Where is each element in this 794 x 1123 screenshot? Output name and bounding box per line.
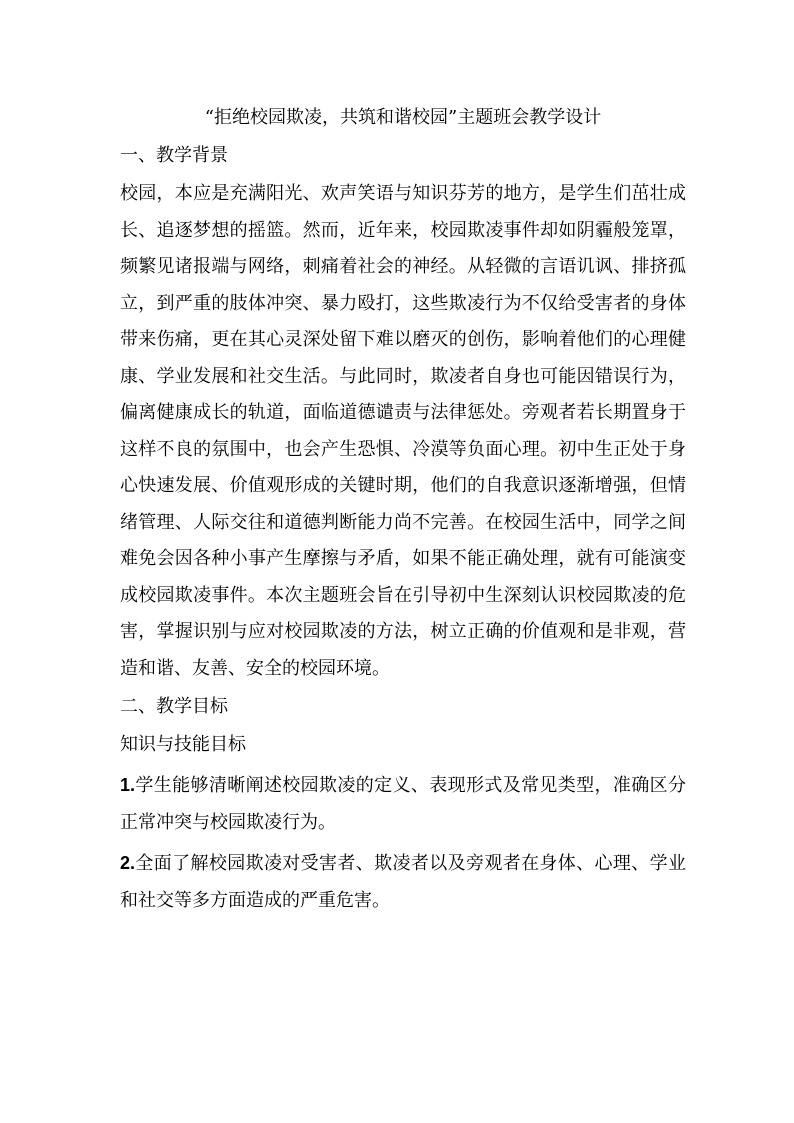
- document-body: [120, 100, 686, 919]
- document-title: “拒绝校园欺凌，共筑和谐校园”主题班会教学设计: [204, 107, 602, 128]
- objective-item-1: [120, 767, 686, 841]
- objective-item-number: 2.: [120, 853, 136, 873]
- objective-item-text: 全面了解校园欺凌对受害者、欺凌者以及旁观者在身体、心理、学业和社交等多方面造成的严重危害。: [120, 853, 686, 911]
- section-heading-background: 一、教学背景: [120, 145, 228, 166]
- section-heading-objectives: 二、教学目标: [120, 696, 228, 717]
- objective-item-text: 学生能够清晰阐述校园欺凌的定义、表现形式及常见类型，准确区分正常冲突与校园欺凌行为。: [120, 775, 686, 833]
- objective-item-number: 1.: [120, 775, 136, 795]
- objective-item-2: [120, 845, 686, 919]
- background-paragraph: 校园，本应是充满阳光、欢声笑语与知识芬芳的地方，是学生们茁壮成长、追逐梦想的摇篮。然而，近年来，校园欺凌事件却如阴霾般笼罩，频繁见诸报端与网络，刺痛着社会的神经。从轻微的言语讥讽、排挤孤立，到严重的肢体冲突、暴力殴打，这些欺凌行为不仅给受害者的身体带来伤痛，更在其心灵深处留下难以磨灭的创伤，影响着他们的心理健康、学业发展和社交生活。与此同时，欺凌者自身也可能因错误行为，偏离健康成长的轨道，面临道德谴责与法律惩处。旁观者若长期置身于这样不良的氛围中，也会产生恐惧、冷漠等负面心理。初中生正处于身心快速发展、价值观形成的关键时期，他们的自我意识逐渐增强，但情绪管理、人际交往和道德判断能力尚不完善。在校园生活中，同学之间难免会因各种小事产生摩擦与矛盾，如果不能正确处理，就有可能演变成校园欺凌事件。本次主题班会旨在引导初中生深刻认识校园欺凌的危害，掌握识别与应对校园欺凌的方法，树立正确的价值观和是非观，营造和谐、友善、安全的校园环境。: [120, 183, 686, 679]
- objectives-subheading: 知识与技能目标: [120, 734, 246, 755]
